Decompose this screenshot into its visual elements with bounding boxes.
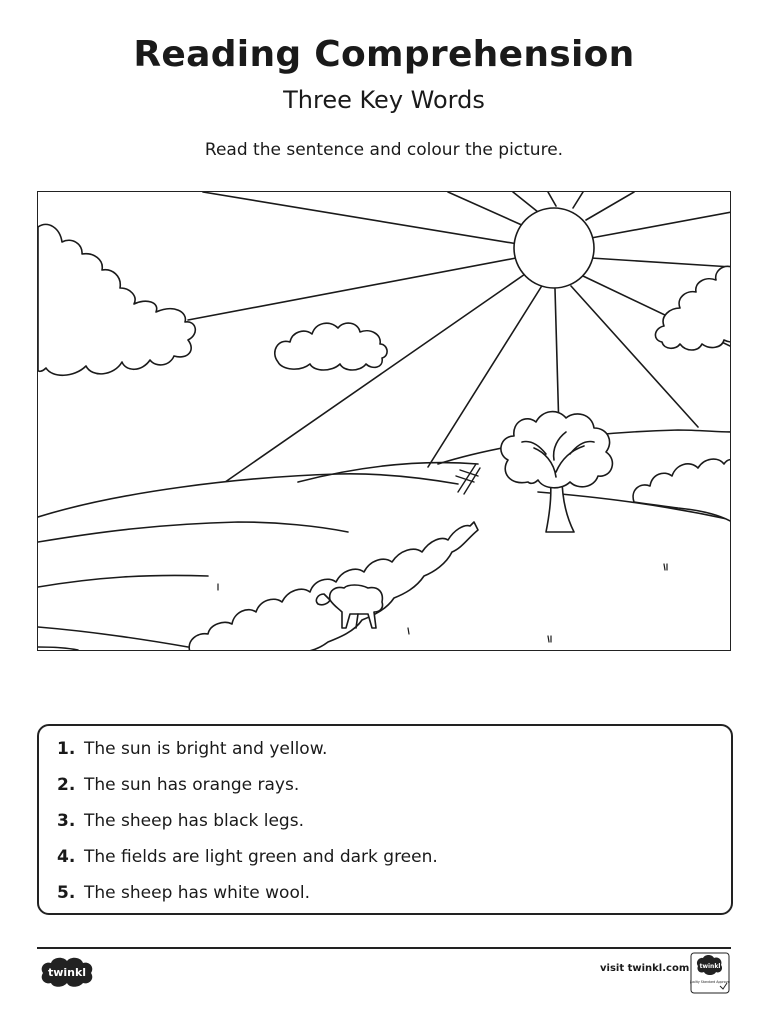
worksheet-title: Reading Comprehension (133, 34, 635, 75)
sentence-text: The sun has orange rays. (84, 775, 300, 795)
sentence-number: 3. (57, 811, 76, 831)
sentence-number: 1. (57, 739, 76, 759)
instruction-text: Read the sentence and colour the picture. (204, 140, 564, 160)
sentence-list (37, 724, 733, 915)
badge-caption: Quality Standard Approved (690, 980, 730, 984)
sentence-text: The sheep has black legs. (84, 811, 304, 831)
sentence-item (57, 808, 731, 844)
sentence-number: 4. (57, 847, 76, 867)
cloud-middle (275, 323, 387, 370)
bushes-right (633, 459, 731, 522)
footer-divider (37, 947, 731, 949)
fence-posts (456, 464, 480, 494)
quality-badge-icon (690, 952, 730, 994)
sentence-item (57, 772, 731, 808)
twinkl-logo[interactable] (37, 955, 97, 989)
sentence-item (57, 844, 731, 880)
cloud-right (655, 266, 731, 350)
sentence-text: The fields are light green and dark green. (84, 847, 438, 867)
sun (514, 208, 594, 288)
hills (38, 430, 731, 651)
sentence-item (57, 880, 731, 916)
sentence-number: 2. (57, 775, 76, 795)
sun-rays (188, 192, 731, 487)
worksheet-subtitle: Three Key Words (283, 86, 485, 114)
sentence-text: The sheep has white wool. (84, 883, 310, 903)
coloring-picture (37, 191, 731, 651)
cloud-left (38, 224, 195, 375)
sentence-text: The sun is bright and yellow. (84, 739, 328, 759)
footer-link[interactable]: visit twinkl.com (600, 963, 690, 974)
badge-text: twinkl (699, 963, 721, 970)
sentence-item (57, 736, 731, 772)
logo-text: twinkl (47, 966, 87, 979)
sentence-number: 5. (57, 883, 76, 903)
